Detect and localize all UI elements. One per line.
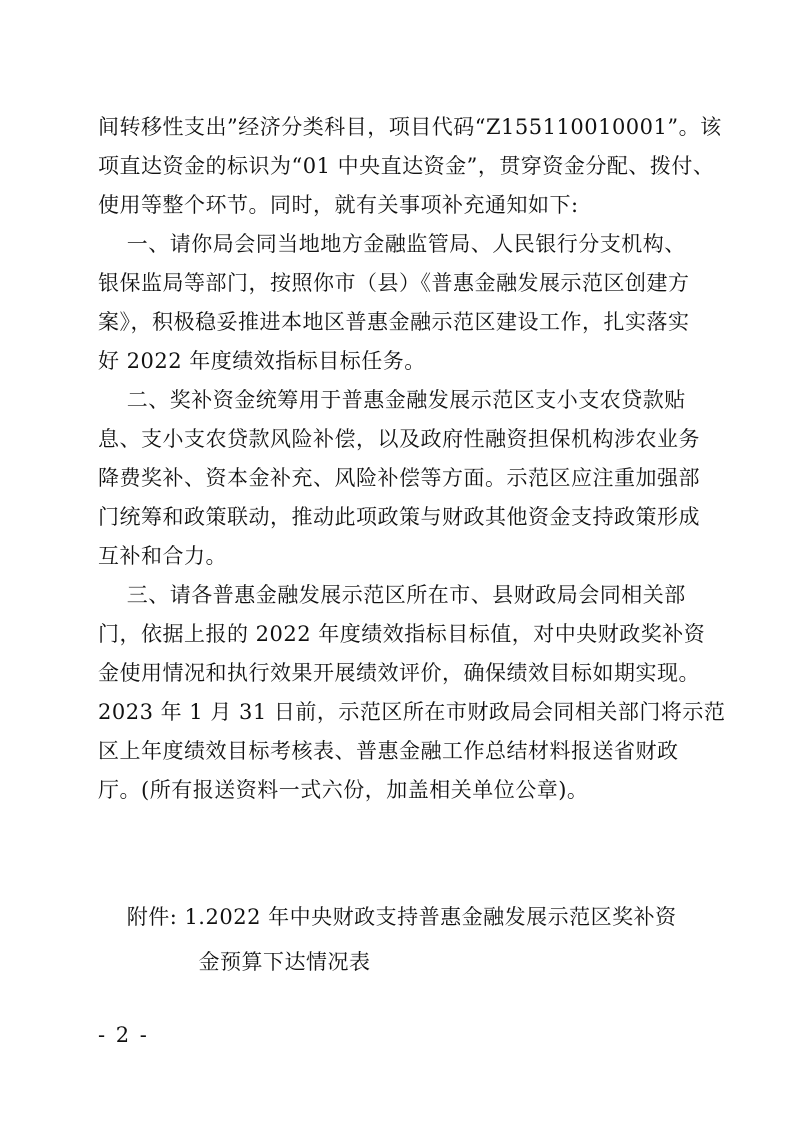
body-line: 二、奖补资金统筹用于普惠金融发展示范区支小支农贷款贴 [98, 388, 686, 412]
body-line: 2023 年 1 月 31 日前，示范区所在市财政局会同相关部门将示范 [98, 700, 726, 724]
body-line: 间转移性支出”经济分类科目，项目代码“Z155110010001”。该 [98, 115, 722, 139]
body-line: 互补和合力。 [98, 544, 227, 568]
attachment-line: 金预算下达情况表 [98, 950, 371, 974]
body-line: 金使用情况和执行效果开展绩效评价，确保绩效目标如期实现。 [98, 661, 700, 685]
page-number: - 2 - [98, 1023, 149, 1047]
attachment-line: 附件: 1.2022 年中央财政支持普惠金融发展示范区奖补资 [98, 905, 677, 929]
body-line: 好 2022 年度绩效指标目标任务。 [98, 349, 426, 373]
body-line: 区上年度绩效目标考核表、普惠金融工作总结材料报送省财政 [98, 739, 679, 763]
body-line: 门，依据上报的 2022 年度绩效指标目标值，对中央财政奖补资 [98, 622, 706, 646]
body-line: 使用等整个环节。同时，就有关事项补充通知如下: [98, 193, 579, 217]
body-line: 银保监局等部门，按照你市（县）《普惠金融发展示范区创建方 [98, 271, 690, 295]
body-line: 案》，积极稳妥推进本地区普惠金融示范区建设工作，扎实落实 [98, 310, 690, 334]
body-line: 降费奖补、资本金补充、风险补偿等方面。示范区应注重加强部 [98, 466, 700, 490]
body-line: 门统筹和政策联动，推动此项政策与财政其他资金支持政策形成 [98, 505, 700, 529]
body-line: 息、支小支农贷款风险补偿，以及政府性融资担保机构涉农业务 [98, 427, 700, 451]
body-line: 三、请各普惠金融发展示范区所在市、县财政局会同相关部 [98, 583, 686, 607]
body-line: 厅。(所有报送资料一式六份，加盖相关单位公章)。 [98, 778, 589, 802]
body-line: 项直达资金的标识为“01 中央直达资金”，贯穿资金分配、拨付、 [98, 154, 715, 178]
body-line: 一、请你局会同当地地方金融监管局、人民银行分支机构、 [98, 232, 686, 256]
